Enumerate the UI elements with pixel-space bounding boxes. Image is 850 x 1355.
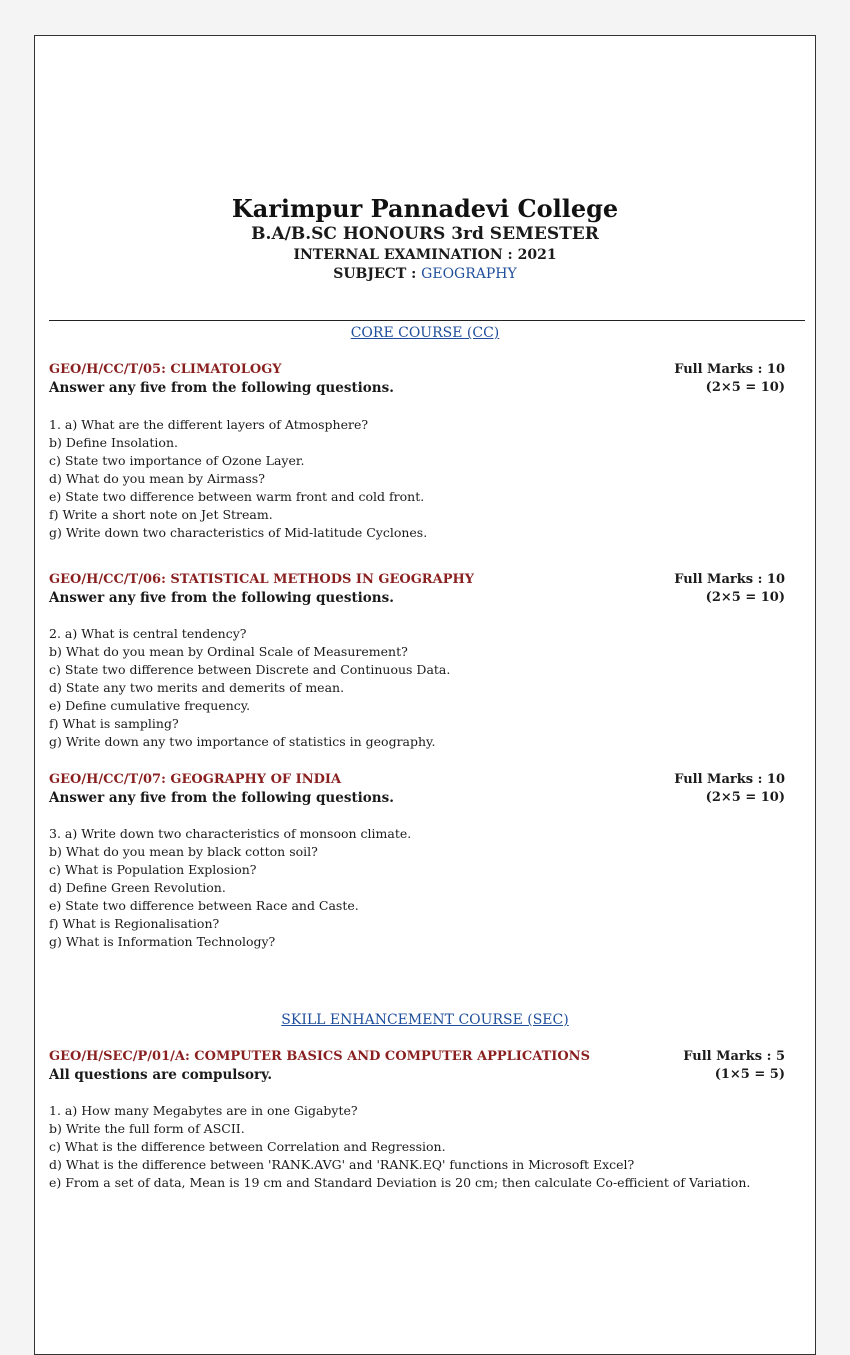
subject-value: GEOGRAPHY [421,266,517,282]
subject-line [35,266,815,282]
college-name: Karimpur Pannadevi College [231,194,619,223]
paper-code: GEO/H/CC/T/07: GEOGRAPHY OF INDIA [49,772,342,787]
question-list [49,825,411,951]
paper-instruction: All questions are compulsory. [49,1067,273,1083]
marks-calculation: (2×5 = 10) [705,790,785,805]
full-marks: Full Marks : 10 [674,572,785,587]
full-marks: Full Marks : 10 [674,772,785,787]
course-title: B.A/B.SC HONOURS 3rd SEMESTER [251,224,599,244]
sec-course-heading: SKILL ENHANCEMENT COURSE (SEC) [281,1012,569,1028]
question-item: g) Write down any two importance of statistics in geography. [49,734,436,749]
divider [49,320,805,321]
exam-title: INTERNAL EXAMINATION : 2021 [293,247,557,263]
paper-instruction: Answer any five from the following questions. [49,380,394,396]
question-item: d) What is the difference between 'RANK.AVG' and 'RANK.EQ' functions in Microsoft Excel? [49,1157,635,1172]
question-item: g) Write down two characteristics of Mid-latitude Cyclones. [49,525,428,540]
question-item: e) From a set of data, Mean is 19 cm and Standard Deviation is 20 cm; then calculate Co-efficient of Variation. [49,1175,751,1190]
paper-instruction: Answer any five from the following questions. [49,790,394,806]
question-item: d) State any two merits and demerits of mean. [49,680,345,695]
question-item: 2. a) What is central tendency? [49,626,247,641]
question-item: e) State two difference between warm front and cold front. [49,489,425,504]
question-item: f) What is sampling? [49,716,179,731]
question-item: f) What is Regionalisation? [49,916,220,931]
question-list [49,1102,750,1192]
question-item: c) What is Population Explosion? [49,862,257,877]
question-item: 1. a) How many Megabytes are in one Gigabyte? [49,1103,358,1118]
question-item: e) Define cumulative frequency. [49,698,251,713]
marks-calculation: (2×5 = 10) [705,590,785,605]
question-list [49,625,450,751]
paper-code: GEO/H/CC/T/05: CLIMATOLOGY [49,362,282,377]
marks-calculation: (1×5 = 5) [714,1067,785,1082]
question-item: 1. a) What are the different layers of Atmosphere? [49,417,369,432]
question-item: c) What is the difference between Correlation and Regression. [49,1139,446,1154]
question-item: d) What do you mean by Airmass? [49,471,265,486]
core-course-heading: CORE COURSE (CC) [350,325,500,341]
question-item: c) State two importance of Ozone Layer. [49,453,305,468]
question-item: b) Define Insolation. [49,435,178,450]
exam-paper-page [34,35,816,1355]
paper-code: GEO/H/CC/T/06: STATISTICAL METHODS IN GEOGRAPHY [49,572,475,587]
question-item: 3. a) Write down two characteristics of monsoon climate. [49,826,412,841]
question-item: b) What do you mean by black cotton soil? [49,844,318,859]
marks-calculation: (2×5 = 10) [705,380,785,395]
question-item: c) State two difference between Discrete and Continuous Data. [49,662,451,677]
question-item: b) Write the full form of ASCII. [49,1121,245,1136]
subject-label: SUBJECT : [333,266,417,282]
paper-code: GEO/H/SEC/P/01/A: COMPUTER BASICS AND COMPUTER APPLICATIONS [49,1049,590,1064]
paper-instruction: Answer any five from the following questions. [49,590,394,606]
question-item: d) Define Green Revolution. [49,880,226,895]
question-list [49,416,427,542]
full-marks: Full Marks : 5 [683,1049,785,1064]
question-item: e) State two difference between Race and Caste. [49,898,359,913]
full-marks: Full Marks : 10 [674,362,785,377]
question-item: b) What do you mean by Ordinal Scale of Measurement? [49,644,408,659]
question-item: f) Write a short note on Jet Stream. [49,507,273,522]
question-item: g) What is Information Technology? [49,934,276,949]
